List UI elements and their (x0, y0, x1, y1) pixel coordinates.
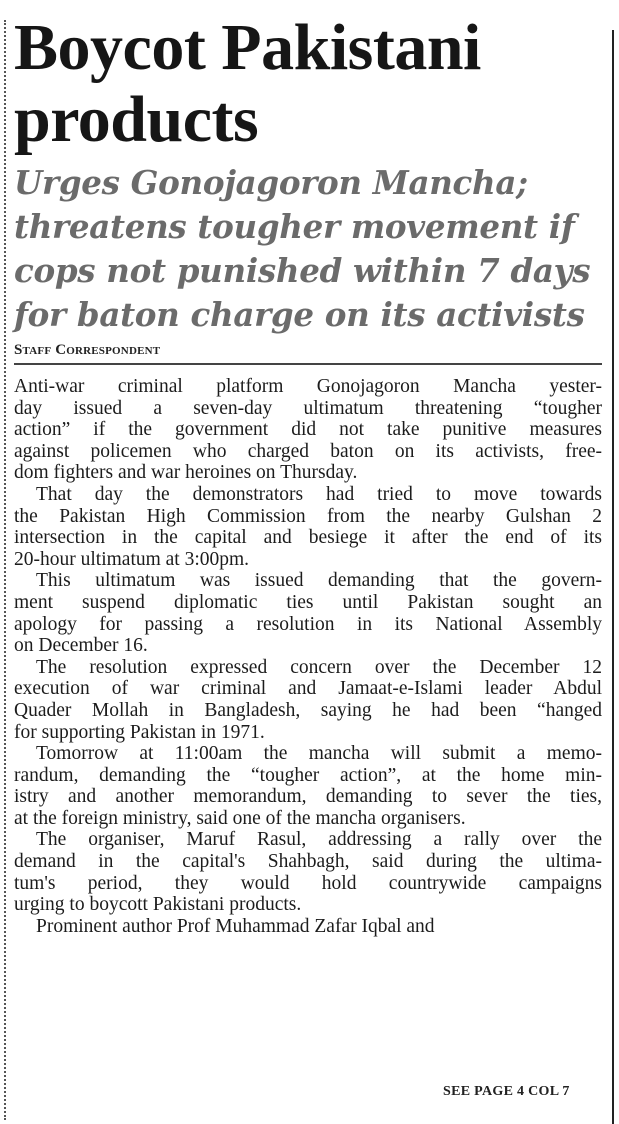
body-line: apology for passing a resolution in its National Assembly (14, 613, 602, 635)
body-line: Anti-war criminal platform Gonojagoron Mancha yester- (14, 376, 602, 397)
body-line: demand in the capital's Shahbagh, said during the ultima- (14, 851, 602, 873)
body-line: ment suspend diplomatic ties until Pakistan sought an (14, 591, 602, 613)
body-line: The organiser, Maruf Rasul, addressing a rally over the (36, 829, 602, 851)
headline-line-2: products (14, 83, 259, 156)
subheadline-line-1: Urges Gonojagoron Mancha; (14, 163, 528, 202)
body-line: execution of war criminal and Jamaat-e-Islami leader Abdul (14, 678, 602, 700)
subheadline-line-4: for baton charge on its activists (14, 295, 585, 334)
body-line: The resolution expressed concern over the December 12 (36, 656, 602, 678)
headline (14, 12, 604, 156)
body-line: on December 16. (14, 635, 148, 657)
body-line: This ultimatum was issued demanding that the govern- (36, 570, 602, 592)
body-line: against policemen who charged baton on its activists, free- (14, 440, 602, 462)
column-rule-right (612, 30, 614, 1124)
body-line: day issued a seven-day ultimatum threatening “tougher (14, 397, 602, 419)
subheadline-line-3: cops not punished within 7 days (14, 251, 591, 290)
article-body (14, 376, 602, 937)
body-line: Tomorrow at 11:00am the mancha will submit a memo- (36, 743, 602, 765)
body-line: tum's period, they would hold countrywide campaigns (14, 872, 602, 894)
body-line: intersection in the capital and besiege it after the end of its (14, 527, 602, 549)
continuation-jump-line: SEE PAGE 4 COL 7 (443, 1084, 570, 1099)
body-line: Quader Mollah in Bangladesh, saying he had been “hanged (14, 699, 602, 721)
body-line: istry and another memorandum, demanding to sever the ties, (14, 786, 602, 808)
body-line: action” if the government did not take punitive measures (14, 419, 602, 441)
subheadline (14, 161, 604, 337)
body-line: That day the demonstrators had tried to move towards (36, 483, 602, 505)
body-line: urging to boycott Pakistani products. (14, 894, 302, 916)
body-line: for supporting Pakistan in 1971. (14, 721, 265, 743)
body-line: the Pakistan High Commission from the nearby Gulshan 2 (14, 505, 602, 527)
body-line: 20-hour ultimatum at 3:00pm. (14, 548, 250, 570)
body-line: dom fighters and war heroines on Thursday. (14, 462, 358, 484)
column-rule-left (4, 20, 6, 1120)
body-line: Prominent author Prof Muhammad Zafar Iqbal and (36, 915, 435, 937)
news-article (14, 12, 604, 937)
headline-line-1: Boycot Pakistani (14, 11, 481, 84)
subheadline-line-2: threatens tougher movement if (14, 207, 575, 246)
body-line: at the foreign ministry, said one of the mancha organisers. (14, 807, 466, 829)
body-line: randum, demanding the “tougher action”, at the home min- (14, 764, 602, 786)
byline: Staff Correspondent (14, 341, 602, 365)
